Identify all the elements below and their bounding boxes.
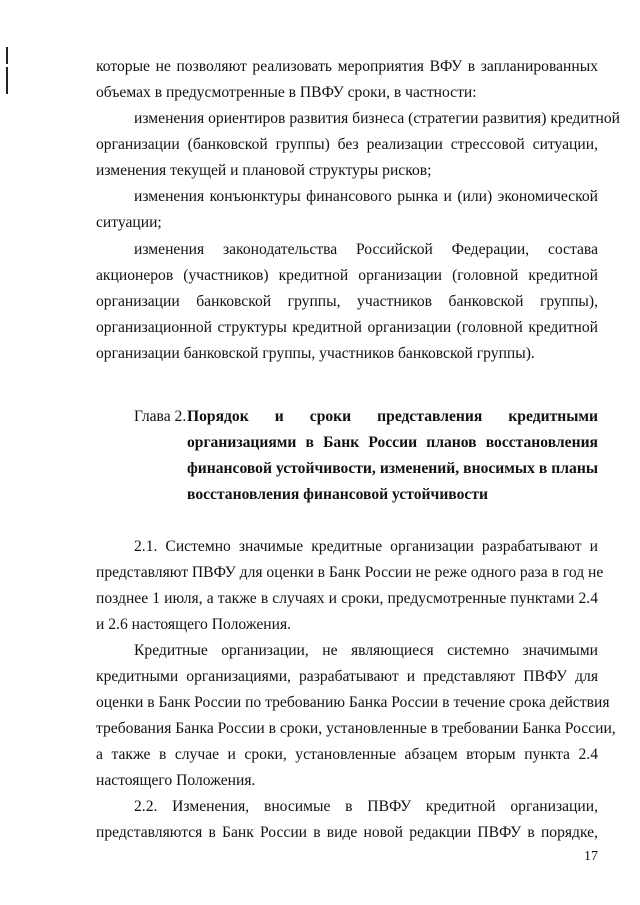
text-line: организации банковской группы, участников банковской группы), — [96, 293, 598, 310]
text-line: 2.1. Системно значимые кредитные организации разрабатывают и — [134, 538, 598, 555]
text-line: настоящего Положения. — [96, 772, 256, 789]
text-line: ситуации; — [96, 214, 162, 231]
text-line: 2.2. Изменения, вносимые в ПВФУ кредитной организации, — [134, 798, 598, 815]
text-line: а также в случае и сроки, установленные абзацем вторым пункта 2.4 — [96, 746, 598, 763]
text-line: оценки в Банк России по требованию Банка России в течение срока действия — [96, 694, 610, 711]
page-number: 17 — [584, 849, 598, 864]
margin-mark — [6, 47, 8, 64]
text-line: позднее 1 июля, а также в случаях и сроки, предусмотренные пунктами 2.4 — [96, 590, 598, 607]
margin-mark — [6, 67, 8, 94]
chapter-title-line: Порядок и сроки представления кредитными — [187, 408, 598, 425]
text-line: изменения ориентиров развития бизнеса (стратегии развития) кредитной — [134, 110, 620, 127]
chapter-title-line: организациями в Банк России планов восстановления — [187, 434, 598, 451]
text-line: изменения конъюнктуры финансового рынка и (или) экономической — [134, 188, 598, 205]
text-line: Кредитные организации, не являющиеся системно значимыми — [134, 642, 598, 659]
chapter-title-line: финансовой устойчивости, изменений, вносимых в планы — [187, 460, 598, 477]
text-line: требования Банка России в сроки, установленные в требовании Банка России, — [96, 720, 616, 737]
text-line: которые не позволяют реализовать мероприятия ВФУ в запланированных — [96, 58, 598, 75]
chapter-label: Глава 2. — [134, 408, 187, 425]
text-line: кредитными организациями, разрабатывают и представляют ПВФУ для — [96, 668, 598, 685]
text-line: объемах в предусмотренные в ПВФУ сроки, в частности: — [96, 84, 477, 101]
text-line: изменения текущей и плановой структуры рисков; — [96, 162, 432, 179]
chapter-title-line: восстановления финансовой устойчивости — [187, 486, 488, 503]
text-line: организации (банковской группы) без реализации стрессовой ситуации, — [96, 136, 598, 153]
text-line: изменения законодательства Российской Федерации, состава — [134, 241, 598, 258]
text-line: акционеров (участников) кредитной организации (головной кредитной — [96, 267, 598, 284]
text-line: представляются в Банк России в виде новой редакции ПВФУ в порядке, — [96, 824, 598, 841]
text-line: представляют ПВФУ для оценки в Банк России не реже одного раза в год не — [96, 564, 604, 581]
text-line: организационной структуры кредитной организации (головной кредитной — [96, 319, 598, 336]
text-line: и 2.6 настоящего Положения. — [96, 616, 292, 633]
text-line: организации банковской группы, участников банковской группы). — [96, 345, 535, 362]
